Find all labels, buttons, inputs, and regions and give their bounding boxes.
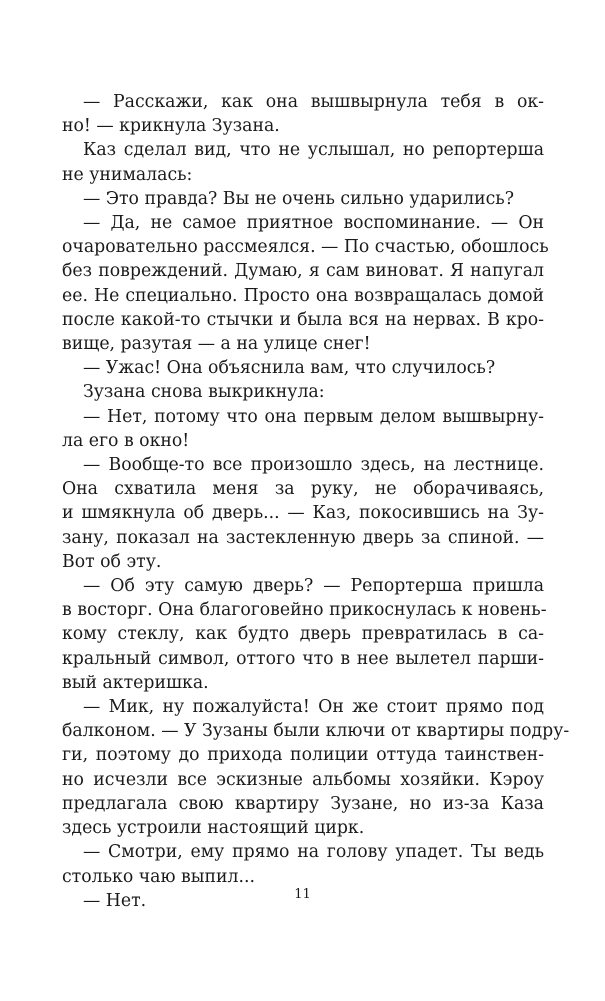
text-line: вище, разутая — а на улице снег! [62, 334, 371, 355]
text-line: — Расскажи, как она вышвырнула тебя в ок- [83, 92, 544, 112]
paragraph [62, 211, 549, 356]
paragraph [62, 356, 544, 380]
paragraph [62, 90, 544, 138]
text-line: и шмякнула об дверь... — Каз, покосившись на Зу- [62, 503, 544, 524]
paragraph [62, 380, 544, 404]
paragraph [62, 453, 544, 574]
text-line: вый актеришка. [62, 672, 209, 693]
paragraph [62, 840, 544, 888]
text-line: в восторг. Она благоговейно прикоснулась к новень- [62, 600, 547, 621]
text-line: — Мик, ну пожалуйста! Он же стоит прямо под [83, 697, 544, 718]
text-line: но исчезли все эскизные альбомы хозяйки. Кэроу [62, 769, 544, 790]
text-line: Каз сделал вид, что не услышал, но репортерша [83, 140, 544, 161]
paragraph [62, 695, 570, 840]
text-line: — Нет. [83, 890, 147, 911]
text-line: — Смотри, ему прямо на голову упадет. Ты ведь [83, 842, 544, 863]
text-line: зану, показал на застекленную дверь за спиной. — [62, 527, 544, 548]
text-line: ги, поэтому до прихода полиции оттуда таинствен- [62, 745, 544, 766]
text-line: — Об эту самую дверь? — Репортерша пришла [83, 576, 544, 597]
text-line: кральный символ, оттого что в нее вылетел парши- [62, 648, 544, 669]
text-line: не унималась: [62, 164, 193, 185]
paragraph [62, 405, 544, 453]
text-line: — Вообще-то все произошло здесь, на лестнице. [83, 455, 544, 476]
paragraph [62, 187, 544, 211]
text-line: балконом. — У Зузаны были ключи от квартиры подру- [62, 721, 570, 742]
text-line: ла его в окно! [62, 430, 190, 451]
paragraph [62, 574, 547, 695]
text-line: Она схватила меня за руку, не оборачиваясь, [62, 479, 544, 500]
text-line: очаровательно рассмеялся. — По счастью, обошлось [62, 237, 549, 258]
text-line: — Это правда? Вы не очень сильно ударились? [83, 188, 514, 209]
text-line: ее. Не специально. Просто она возвращалась домой [62, 285, 544, 306]
text-line: Вот об эту. [62, 551, 162, 572]
text-line: после какой-то стычки и была вся на нервах. В кро- [62, 309, 544, 330]
text-line: Зузана снова выкрикнула: [83, 382, 325, 403]
page-number: 11 [294, 887, 311, 902]
book-page-text [62, 90, 570, 913]
text-line: предлагала свою квартиру Зузане, но из-за Каза [62, 793, 544, 814]
text-line: но! — крикнула Зузана. [62, 116, 280, 137]
text-line: — Нет, потому что она первым делом вышвырну- [83, 406, 544, 427]
text-line: здесь устроили настоящий цирк. [62, 818, 365, 839]
text-line: — Ужас! Она объяснила вам, что случилось? [83, 358, 496, 379]
text-line: — Да, не самое приятное воспоминание. — Он [83, 213, 544, 234]
text-line: кому стеклу, как будто дверь превратилась в са- [62, 624, 544, 645]
text-line: столько чаю выпил... [62, 866, 255, 887]
text-line: без повреждений. Думаю, я сам виноват. Я напугал [62, 261, 544, 282]
paragraph [62, 138, 544, 186]
